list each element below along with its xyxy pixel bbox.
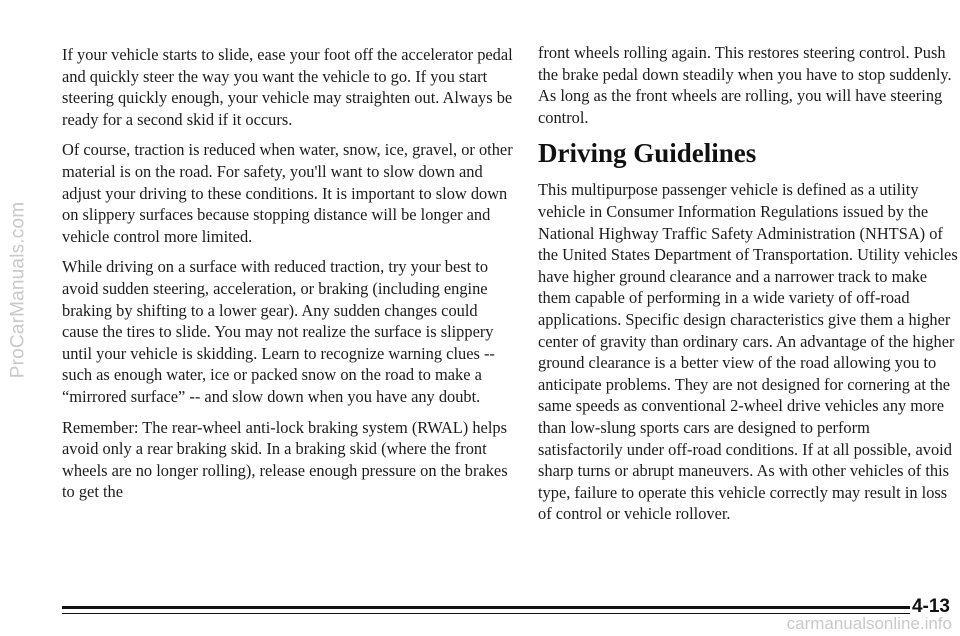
footer-rule-thick bbox=[62, 606, 910, 609]
bottom-watermark: carmanualsonline.info bbox=[786, 614, 952, 633]
right-column bbox=[538, 42, 958, 534]
section-heading: Driving Guidelines bbox=[538, 138, 757, 169]
paragraph-skid-recovery: If your vehicle starts to slide, ease your foot off the accelerator pedal and quickly steer the way you want the vehicle to go. If you start steering quickly enough, your vehicle may straighten out. Always be ready for a second skid if it occurs. bbox=[62, 45, 513, 129]
page-number: 4-13 bbox=[911, 596, 950, 617]
paragraph-driving-guidelines: This multipurpose passenger vehicle is defined as a utility vehicle in Consumer Information Regulations issued by the National Highway Traffic Safety Administration (NHTSA) of the United States Department of Transportation. Utility vehicles have higher ground clearance and a narrower track to make them capable of performing in a wide variety of off-road applications. Specific design characteristics give them a higher center of gravity than ordinary cars. An advantage of the higher ground clearance is a better view of the road allowing you to anticipate problems. They are not designed for cornering at the same speeds as conventional 2-wheel drive vehicles any more than low-slung sports cars are designed to perform satisfactorily under off-road conditions. If at all possible, avoid sharp turns or abrupt maneuvers. As with other vehicles of this type, failure to operate this vehicle correctly may result in loss of control or vehicle rollover. bbox=[538, 180, 958, 524]
paragraph-continuation: front wheels rolling again. This restores steering control. Push the brake pedal down steadily when you have to stop suddenly. As long as the front wheels are rolling, you will have steering control. bbox=[538, 43, 952, 127]
side-watermark bbox=[4, 60, 32, 520]
paragraph-rwal: Remember: The rear-wheel anti-lock braking system (RWAL) helps avoid only a rear braking skid. In a braking skid (where the front wheels are no longer rolling), release enough pressure on the brakes to get the bbox=[62, 417, 508, 502]
left-column bbox=[62, 44, 514, 512]
footer-rule-thin bbox=[62, 613, 910, 614]
paragraph-reduced-traction: While driving on a surface with reduced traction, try your best to avoid sudden steering, acceleration, or braking (including engine braking by shifting to a lower gear). Any sudden changes could cause the tires to slide. You may not realize the surface is slippery until your vehicle is skidding. Learn to recognize warning clues -- such as enough water, ice or packed snow on the road to make a “mirrored surface” -- and slow down when you have any doubt. bbox=[62, 257, 495, 406]
paragraph-traction: Of course, traction is reduced when water, snow, ice, gravel, or other material is on the road. For safety, you'll want to slow down and adjust your driving to these conditions. It is important to slow down on slippery surfaces because stopping distance will be longer and vehicle control more limited. bbox=[62, 140, 513, 246]
side-watermark-text: ProCarManuals.com bbox=[7, 201, 29, 379]
